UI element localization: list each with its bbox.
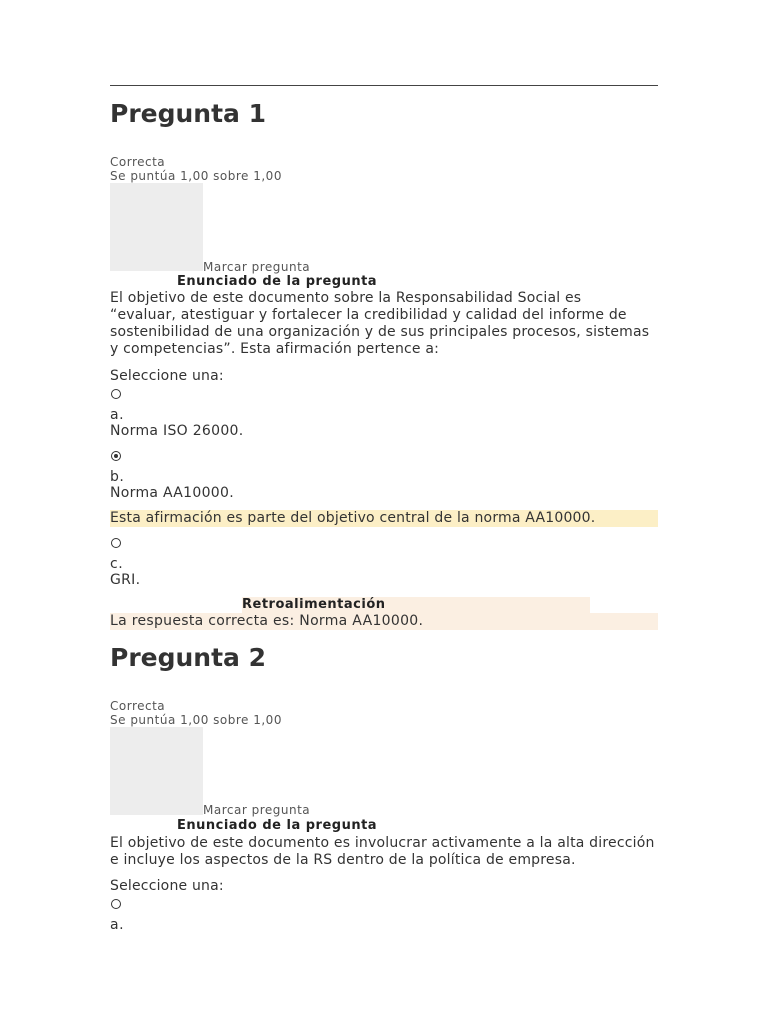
question-2-text-line: El objetivo de este documento es involucrar activamente a la alta dirección: [110, 835, 655, 851]
question-1-option-a-label[interactable]: Norma ISO 26000.: [110, 423, 244, 439]
question-2-option-a-radio[interactable]: [111, 899, 121, 909]
question-1-grade: Se puntúa 1,00 sobre 1,00: [110, 169, 282, 183]
question-1-flag-link[interactable]: Marcar pregunta: [203, 260, 311, 274]
question-1-text-line: sostenibilidad de una organización y de sus principales procesos, sistemas: [110, 324, 650, 340]
question-2-select-prompt: Seleccione una:: [110, 878, 224, 894]
question-2-statement-heading: Enunciado de la pregunta: [177, 818, 378, 833]
question-2-flag-image[interactable]: [110, 727, 203, 815]
question-1-statement-heading: Enunciado de la pregunta: [177, 274, 378, 289]
question-1-option-b-letter: b.: [110, 469, 125, 485]
question-1-option-c-label[interactable]: GRI.: [110, 572, 141, 588]
question-1-flag-image[interactable]: [110, 183, 203, 271]
question-2-state: Correcta: [110, 699, 166, 713]
question-1-feedback-heading: Retroalimentación: [242, 597, 590, 613]
top-divider: [110, 85, 658, 86]
question-1-text-line: “evaluar, atestiguar y fortalecer la credibilidad y calidad del informe de: [110, 307, 627, 323]
question-2-flag-link[interactable]: Marcar pregunta: [203, 803, 311, 817]
question-1-text-line: y competencias”. Esta afirmación pertence a:: [110, 341, 440, 357]
question-1-correct-answer: La respuesta correcta es: Norma AA10000.: [110, 613, 658, 630]
question-1-option-b-label[interactable]: Norma AA10000.: [110, 485, 234, 501]
question-1-text-line: El objetivo de este documento sobre la Responsabilidad Social es: [110, 290, 582, 306]
question-1-option-a-letter: a.: [110, 407, 125, 423]
question-1-title: Pregunta 1: [110, 99, 267, 128]
question-2-title: Pregunta 2: [110, 643, 267, 672]
question-2-option-a-letter: a.: [110, 917, 125, 933]
question-1-select-prompt: Seleccione una:: [110, 368, 224, 384]
question-1-state: Correcta: [110, 155, 166, 169]
question-1-option-c-letter: c.: [110, 556, 124, 572]
question-2-text-line: e incluye los aspectos de la RS dentro de la política de empresa.: [110, 852, 576, 868]
question-1-option-b-radio[interactable]: [111, 451, 121, 461]
question-2-grade: Se puntúa 1,00 sobre 1,00: [110, 713, 282, 727]
question-1-option-c-radio[interactable]: [111, 538, 121, 548]
question-2-text: [110, 835, 662, 869]
question-1-option-a-radio[interactable]: [111, 389, 121, 399]
question-1-option-b-feedback: Esta afirmación es parte del objetivo central de la norma AA10000.: [110, 510, 658, 527]
question-1-text: [110, 290, 662, 358]
